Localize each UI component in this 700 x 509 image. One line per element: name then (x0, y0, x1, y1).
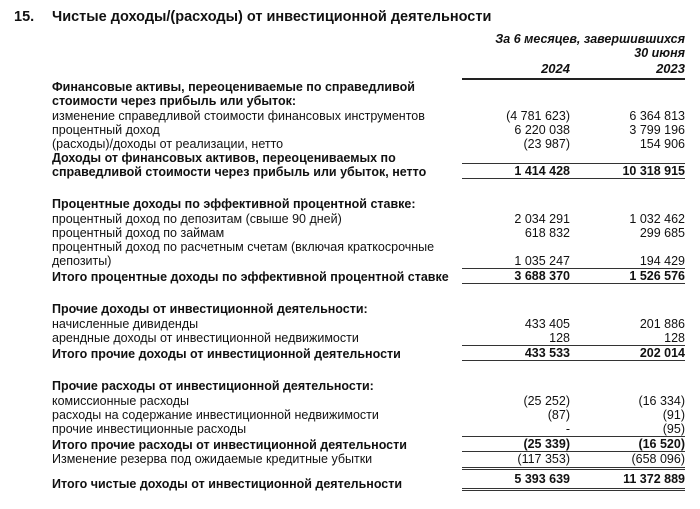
table-row (52, 123, 685, 137)
row-label: Итого процентные доходы по эффективной процентной ставке (52, 270, 449, 284)
total-row (52, 345, 685, 361)
section-number: 15. (14, 9, 35, 25)
row-label: Изменение резерва под ожидаемые кредитные убытки (52, 452, 373, 466)
value-2023: (95) (662, 422, 685, 436)
table-row (52, 408, 685, 422)
section-heading (52, 80, 685, 108)
period-header-line1: За 6 месяцев, завершившихся (495, 32, 685, 46)
table-row (52, 240, 685, 268)
row-label: процентный доход по расчетным счетам (включая краткосрочные депозиты) (52, 240, 435, 268)
total-row (52, 467, 685, 491)
row-label: расходы на содержание инвестиционной недвижимости (52, 408, 379, 422)
row-values (462, 317, 685, 331)
row-label: процентный доход (52, 123, 160, 137)
row-label: Процентные доходы по эффективной процентной ставке: (52, 197, 416, 211)
total-row (52, 151, 685, 179)
table-row (52, 422, 685, 436)
row-values (462, 436, 685, 452)
value-2023: 299 685 (639, 226, 685, 240)
value-2023: 201 886 (639, 317, 685, 331)
value-2023: 194 429 (639, 254, 685, 268)
row-label: Финансовые активы, переоцениваемые по справедливой стоимости через прибыль или убыток: (52, 80, 415, 108)
period-header (462, 32, 685, 60)
value-2023: 128 (664, 331, 685, 345)
row-values (462, 394, 685, 408)
row-values (462, 163, 685, 179)
row-label: арендные доходы от инвестиционной недвижимости (52, 331, 359, 345)
value-2024: (117 353) (517, 452, 570, 466)
section-title (14, 9, 491, 25)
value-2023: 3 799 196 (629, 123, 685, 137)
total-row (52, 436, 685, 452)
value-2024: 2 034 291 (514, 212, 570, 226)
row-label: Итого прочие доходы от инвестиционной деятельности (52, 347, 401, 361)
row-label: комиссионные расходы (52, 394, 190, 408)
value-2024: 433 533 (524, 346, 570, 360)
row-values (462, 408, 685, 422)
row-label: Доходы от финансовых активов, переоцениваемых по справедливой стоимости через прибыль или убыток, нетто (52, 151, 427, 179)
value-2024: 3 688 370 (514, 269, 570, 283)
row-values (462, 467, 685, 491)
value-2024: (4 781 623) (506, 109, 570, 123)
table-section (52, 379, 685, 491)
value-2024: - (565, 422, 570, 436)
total-row (52, 268, 685, 284)
row-label: (расходы)/доходы от реализации, нетто (52, 137, 284, 151)
table-row (52, 394, 685, 408)
section-title-text: Чистые доходы/(расходы) от инвестиционной деятельности (52, 9, 492, 25)
value-2023: 1 526 576 (629, 269, 685, 283)
year-2024: 2024 (541, 61, 570, 76)
value-2023: 10 318 915 (622, 164, 685, 178)
table-section (52, 302, 685, 361)
table-row (52, 317, 685, 331)
row-label: прочие инвестиционные расходы (52, 422, 247, 436)
row-values (462, 123, 685, 137)
value-2023: (91) (662, 408, 685, 422)
period-header-line2: 30 июня (634, 46, 685, 60)
row-values (462, 268, 685, 284)
value-2024: 1 414 428 (514, 164, 570, 178)
row-values (462, 422, 685, 436)
row-label: Итого чистые доходы от инвестиционной деятельности (52, 477, 403, 491)
value-2023: 11 372 889 (623, 472, 685, 486)
value-2024: (87) (547, 408, 570, 422)
value-2023: (16 334) (638, 394, 685, 408)
row-label: начисленные дивиденды (52, 317, 199, 331)
value-2023: 1 032 462 (629, 212, 685, 226)
row-values (462, 331, 685, 345)
value-2024: 618 832 (524, 226, 570, 240)
value-2024: (23 987) (523, 137, 570, 151)
row-label: Прочие расходы от инвестиционной деятельности: (52, 379, 374, 393)
value-2023: (16 520) (638, 437, 685, 451)
row-label: процентный доход по займам (52, 226, 225, 240)
table-section (52, 197, 685, 284)
row-values (462, 452, 685, 466)
table-section (52, 80, 685, 179)
table-row (52, 109, 685, 123)
value-2023: (658 096) (631, 452, 685, 466)
row-values (462, 226, 685, 240)
section-heading (52, 197, 685, 211)
row-values (462, 109, 685, 123)
row-values (462, 345, 685, 361)
row-label: изменение справедливой стоимости финансовых инструментов (52, 109, 425, 123)
row-values (462, 212, 685, 226)
row-label: Итого прочие расходы от инвестиционной деятельности (52, 438, 407, 452)
value-2024: 6 220 038 (514, 123, 570, 137)
statement-table (52, 80, 685, 509)
table-row (52, 331, 685, 345)
year-headers (462, 61, 685, 80)
table-row (52, 452, 685, 466)
row-label: Прочие доходы от инвестиционной деятельности: (52, 302, 368, 316)
section-heading (52, 302, 685, 316)
row-values (462, 254, 685, 268)
value-2024: (25 252) (523, 394, 570, 408)
value-2023: 154 906 (639, 137, 685, 151)
section-heading (52, 379, 685, 393)
year-2023: 2023 (656, 61, 685, 76)
value-2023: 202 014 (639, 346, 685, 360)
table-row (52, 226, 685, 240)
value-2023: 6 364 813 (629, 109, 685, 123)
row-values (462, 137, 685, 151)
table-row (52, 137, 685, 151)
value-2024: 128 (549, 331, 570, 345)
value-2024: 1 035 247 (514, 254, 570, 268)
value-2024: 5 393 639 (514, 472, 570, 486)
value-2024: (25 339) (523, 437, 570, 451)
table-row (52, 212, 685, 226)
row-label: процентный доход по депозитам (свыше 90 дней) (52, 212, 342, 226)
value-2024: 433 405 (524, 317, 570, 331)
